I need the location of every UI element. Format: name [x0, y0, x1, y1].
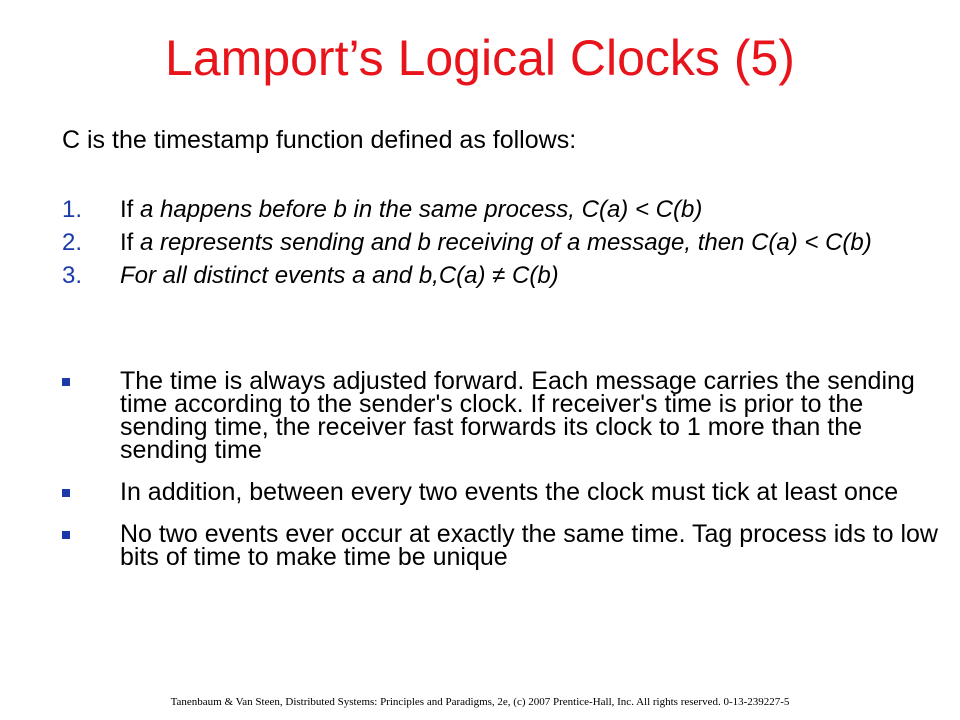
square-bullet-icon — [62, 531, 70, 539]
slide-title: Lamport’s Logical Clocks (5) — [165, 30, 795, 86]
item-text: For all distinct events a and b,C(a) ≠ C(b) — [120, 262, 559, 289]
numbered-item-1 — [62, 198, 922, 221]
bullet-item — [62, 520, 942, 571]
bullet-list — [62, 367, 942, 588]
numbered-item-2 — [62, 231, 922, 254]
footer-citation: Tanenbaum & Van Steen, Distributed Systems: Principles and Paradigms, 2e, (c) 2007 Prentice-Hall, Inc. All rights reserved. 0-13-239227-5 — [170, 696, 790, 708]
bullet-item — [62, 478, 942, 506]
bullet-text: The time is always adjusted forward. Each message carries the sending time according to the sender's clock. If receiver's time is prior to the sending time, the receiver fast forwards its clock to 1 more than the sending time — [120, 367, 915, 464]
item-lead: If — [120, 229, 141, 256]
item-lead: If — [120, 196, 141, 223]
item-number: 2. — [62, 229, 83, 256]
square-bullet-icon — [62, 378, 70, 386]
item-text: a happens before b in the same process, C(a) < C(b) — [140, 196, 703, 223]
bullet-text: In addition, between every two events the clock must tick at least once — [120, 478, 899, 506]
bullet-text: No two events ever occur at exactly the same time. Tag process ids to low bits of time to make time be unique — [120, 520, 938, 571]
bullet-item — [62, 367, 942, 464]
intro-text: C is the timestamp function defined as follows: — [62, 126, 577, 154]
numbered-list — [62, 198, 922, 297]
square-bullet-icon — [62, 489, 70, 497]
item-text: a represents sending and b receiving of a message, then C(a) < C(b) — [140, 229, 872, 256]
item-number: 3. — [62, 262, 83, 289]
numbered-item-3 — [62, 264, 922, 287]
item-number: 1. — [62, 196, 83, 223]
